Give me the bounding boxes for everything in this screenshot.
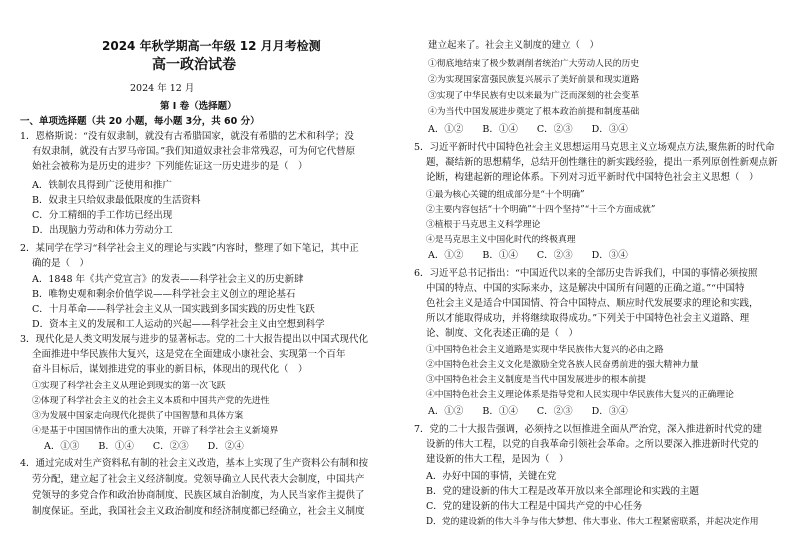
question-4-continued: 建立起来了。社会主义制度的建立（ ） bbox=[428, 40, 600, 51]
question-7-line: 7．党的二十大报告强调，必须持之以恒推进全面从严治党，深入推进新时代党的建 bbox=[414, 424, 763, 435]
question-4-line: 党领导的多党合作和政治协商制度、民族区域自治制度，为人民当家作主提供了 bbox=[32, 490, 365, 501]
question-4-item: ②为实现国家富强民族复兴展示了美好前景和现实道路 bbox=[428, 75, 640, 85]
question-2-option-d[interactable]: D．资本主义的发展和工人运动的兴起——科学社会主义由空想到科学 bbox=[32, 319, 325, 330]
question-6-line: 中国的特点、中国的实际来办，这是解决中国所有问题的正确之道。”“中国特 bbox=[426, 283, 745, 294]
question-6-line: 6．习近平总书记指出：“中国近代以来的全部历史告诉我们，中国的事情必须按照 bbox=[414, 268, 758, 279]
question-2-option-c[interactable]: C．十月革命——科学社会主义从一国实践到多国实践的历史性飞跃 bbox=[32, 304, 315, 315]
question-1-option-c[interactable]: C．分工精细的手工作坊已经出现 bbox=[32, 210, 173, 221]
question-6-item: ②中国特色社会主义文化是激励全党各族人民奋勇前进的强大精神力量 bbox=[426, 360, 699, 370]
question-4-line: 4．通过完成对生产资料私有制的社会主义改造，基本上实现了生产资料公有制和按 bbox=[20, 458, 369, 469]
question-4-line: 劳分配，建立起了社会主义经济制度。党领导确立人民代表大会制度，中国共产 bbox=[32, 474, 365, 485]
question-5-item: ④是马克思主义中国化时代的终极真理 bbox=[426, 235, 576, 245]
question-3-item: ②体现了科学社会主义的社会主义本质和中国共产党的先进性 bbox=[32, 396, 270, 406]
question-6-item: ①中国特色社会主义道路是实现中华民族伟大复兴的必由之路 bbox=[426, 345, 664, 355]
question-2-line: 2．某同学在学习“科学社会主义的理论与实践”内容时，整理了如下笔记，其中正 bbox=[20, 243, 359, 254]
question-6-line: 所以才能取得成功，并将继续取得成功。”下列关于中国特色社会主义道路、理 bbox=[426, 313, 750, 324]
question-3-line: 奋斗目标后，谋划推进党的事业的新目标，体现出的现代化（ ） bbox=[32, 364, 308, 375]
question-4-item: ④为当代中国发展进步奠定了根本政治前提和制度基础 bbox=[428, 107, 640, 117]
question-3-line: 3．现代化是人类文明发展与进步的显著标志。党的二十大报告提出以中国式现代化 bbox=[20, 334, 369, 345]
section-instruction: 一、单项选择题（共 20 小题，每小题 3分，共 60 分） bbox=[20, 116, 260, 127]
question-6-item: ④中国特色社会主义理论体系是指导党和人民实现中华民族伟大复兴的正确理论 bbox=[426, 390, 734, 400]
question-6-answers[interactable]: A．①② B．①④ C．②③ D．③④ bbox=[428, 406, 628, 417]
question-2-option-b[interactable]: B．唯物史观和剩余价值学说——科学社会主义创立的理论基石 bbox=[32, 289, 296, 300]
question-7-option-b[interactable]: B．党的建设新的伟大工程是改革开放以来全部理论和实践的主题 bbox=[426, 486, 699, 497]
question-3-item: ①实现了科学社会主义从理论到现实的第一次飞跃 bbox=[32, 381, 226, 391]
question-2-line: 确的是（ ） bbox=[32, 258, 90, 269]
question-1-option-b[interactable]: B．奴隶主只给奴隶最低限度的生活资料 bbox=[32, 195, 201, 206]
question-6-line: 论、制度、文化表述正确的是（ ） bbox=[426, 328, 579, 339]
question-5-item: ①最为核心关键的组成部分是“十个明确” bbox=[426, 190, 585, 200]
question-6-line: 色社会主义是适合中国国情、符合中国特点、顺应时代发展要求的理论和实践， bbox=[426, 298, 759, 309]
question-1-line: 有奴隶制，就没有古罗马帝国。”我们知道奴隶社会非常残忍，可为何它代替原 bbox=[32, 146, 356, 157]
exam-subtitle: 高一政治试卷 bbox=[152, 57, 236, 73]
question-3-answers[interactable]: A．①③ B．①④ C．②③ D．②④ bbox=[44, 441, 244, 452]
question-5-item: ③植根于马克思主义科学理论 bbox=[426, 220, 541, 230]
question-4-item: ①彻底地结束了极少数剥削者统治广大劳动人民的历史 bbox=[428, 59, 640, 69]
question-5-line: 5．习近平新时代中国特色社会主义思想运用马克思主义立场观点方法,聚焦新的时代命 bbox=[414, 142, 775, 153]
question-3-item: ④是基于中国国情作出的重大决策，开辟了科学社会主义新境界 bbox=[32, 426, 279, 436]
question-7-option-c[interactable]: C．党的建设新的伟大工程是中国共产党的中心任务 bbox=[426, 501, 643, 512]
question-5-line: 论断，构建起新的理论体系。下列对习近平新时代中国特色社会主义思想（ ） bbox=[426, 172, 759, 183]
question-3-line: 全面推进中华民族伟大复兴，这是党在全面建成小康社会、实现第一个百年 bbox=[32, 349, 346, 360]
question-1-option-d[interactable]: D．出现脑力劳动和体力劳动分工 bbox=[32, 225, 173, 236]
question-2-option-a[interactable]: A．1848 年《共产党宣言》的发表——科学社会主义的历史新肆 bbox=[32, 274, 304, 285]
question-4-line: 制度保证。至此，我国社会主义政治制度和经济制度都已经确立，社会主义制度 bbox=[32, 506, 365, 517]
question-7-option-d[interactable]: D．党的建设新的伟大斗争与伟大梦想、伟大事业、伟大工程紧密联系，并起决定作用 bbox=[426, 517, 759, 527]
question-7-option-a[interactable]: A．办好中国的事情，关键在党 bbox=[426, 471, 557, 482]
question-5-item: ②主要内容包括“十个明确”“十四个坚持”“十三个方面成就” bbox=[426, 205, 656, 215]
question-5-answers[interactable]: A．①② B．①④ C．②③ D．③④ bbox=[428, 250, 628, 261]
question-7-line: 设新的伟大工程，以党的自我革命引领社会革命。之所以要深入推进新时代党的 bbox=[426, 439, 759, 450]
question-5-line: 题，凝结新的思想精华，总结开创性继往的新实践经验，提出一系列原创性新观点新 bbox=[426, 157, 778, 168]
question-4-item: ③实现了中华民族有史以来最为广泛而深刻的社会变革 bbox=[428, 91, 640, 101]
question-6-item: ③中国特色社会主义制度是当代中国发展进步的根本前提 bbox=[426, 375, 646, 385]
question-7-line: 建设新的伟大工程，是因为（ ） bbox=[426, 454, 569, 465]
exam-date: 2024 年 12 月 bbox=[130, 83, 195, 94]
question-3-item: ③为发展中国家走向现代化提供了中国智慧和具体方案 bbox=[32, 411, 244, 421]
question-1-option-a[interactable]: A．铁制农具得到广泛使用和推广 bbox=[32, 180, 172, 191]
exam-title: 2024 年秋学期高一年级 12 月月考检测 bbox=[102, 39, 321, 53]
question-4-answers[interactable]: A．①② B．①④ C．②③ D．③④ bbox=[428, 124, 628, 135]
section-heading: 第 I 卷（选择题） bbox=[160, 101, 237, 112]
question-1-line: 始社会被称为是历史的进步？下列能佐证这一历史进步的是（ ） bbox=[32, 161, 308, 172]
question-1-line: 1．恩格斯说：“没有奴隶制，就没有古希腊国家，就没有希腊的艺术和科学；没 bbox=[20, 131, 354, 142]
